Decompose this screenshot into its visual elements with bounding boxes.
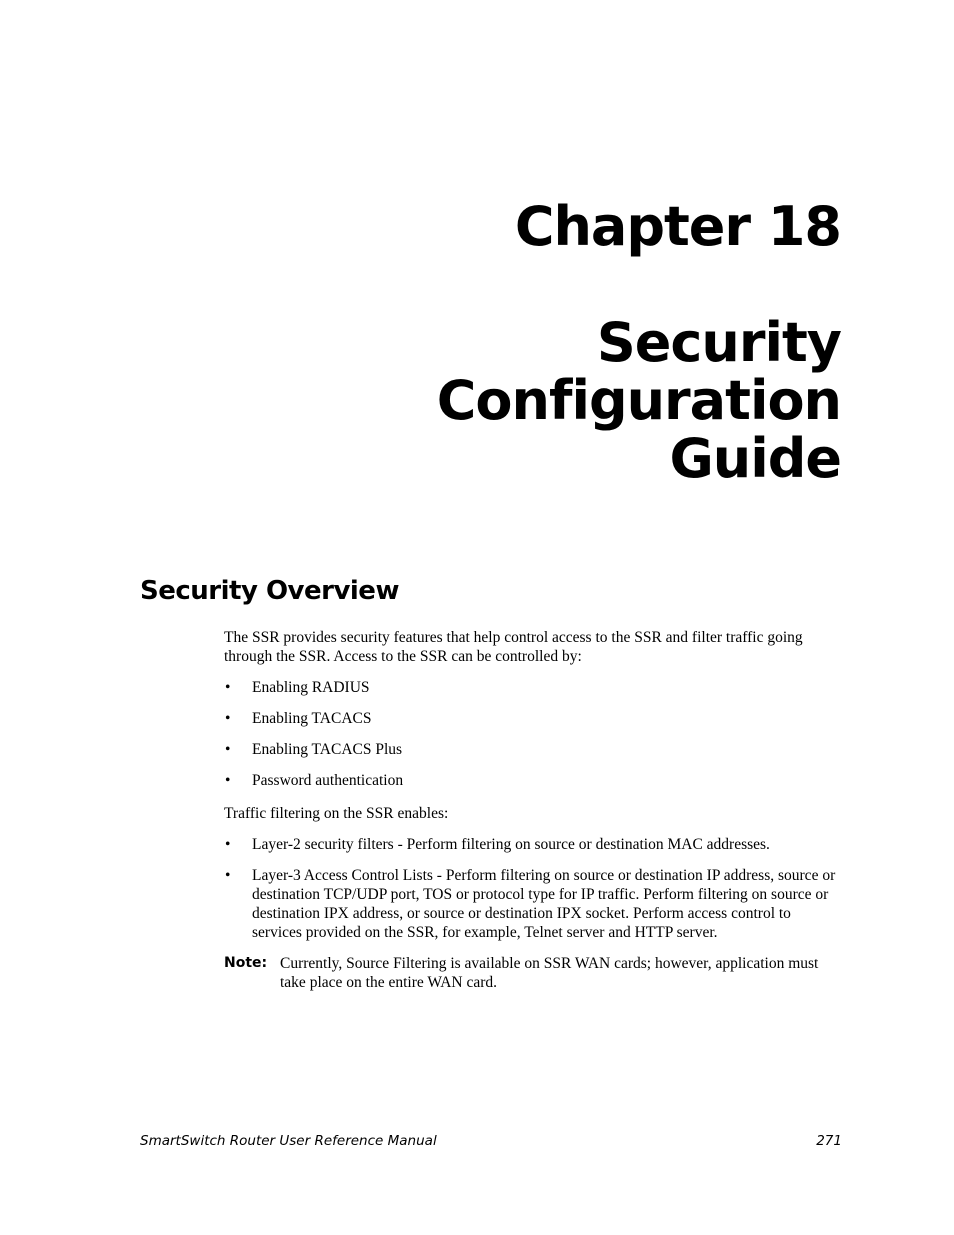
- intro-paragraph: The SSR provides security features that help control access to the SSR and filter traffic going through the SSR. Access to the SSR can be controlled by:: [224, 629, 803, 665]
- bullet-icon: •: [225, 772, 231, 789]
- bullet-icon: •: [225, 710, 231, 727]
- manual-title: SmartSwitch Router User Reference Manual: [140, 1133, 437, 1149]
- note-block: [224, 954, 844, 992]
- bullet-icon: •: [225, 836, 231, 853]
- list-item: [224, 678, 844, 697]
- access-control-list: [224, 678, 844, 790]
- bullet-icon: •: [225, 741, 231, 758]
- list-item: [224, 740, 844, 759]
- list-item: [224, 709, 844, 728]
- list-item: [224, 835, 844, 854]
- section-heading: Security Overview: [140, 576, 399, 606]
- bullet-icon: •: [225, 867, 231, 884]
- list-item-text: Layer-3 Access Control Lists - Perform filtering on source or destination IP address, source or destination TCP/UDP port, TOS or protocol type for IP traffic. Perform filtering on source or destination IPX address, or source or destination IPX socket. Perform access control to services provided on the SSR, for example, Telnet server and HTTP server.: [252, 867, 836, 941]
- section-body: [224, 628, 844, 992]
- list-item: [224, 771, 844, 790]
- bullet-icon: •: [225, 679, 231, 696]
- chapter-label: Chapter 18: [514, 195, 841, 258]
- list-item: [224, 866, 844, 942]
- list-item-text: Enabling TACACS Plus: [252, 741, 403, 758]
- list-item-text: Layer-2 security filters - Perform filtering on source or destination MAC addresses.: [252, 836, 770, 853]
- filter-intro-paragraph: Traffic filtering on the SSR enables:: [224, 805, 449, 822]
- list-item-text: Password authentication: [252, 772, 404, 789]
- list-item-text: Enabling RADIUS: [252, 679, 370, 696]
- chapter-title-line: Security: [596, 311, 841, 374]
- chapter-title-line: Configuration: [436, 369, 841, 432]
- traffic-filter-list: [224, 835, 844, 942]
- note-text: Currently, Source Filtering is available on SSR WAN cards; however, application must take place on the entire WAN card.: [280, 955, 819, 991]
- page-number: 271: [816, 1133, 842, 1149]
- chapter-title-line: Guide: [669, 427, 841, 490]
- note-label: Note:: [224, 955, 268, 971]
- chapter-title: [436, 311, 841, 490]
- list-item-text: Enabling TACACS: [252, 710, 372, 727]
